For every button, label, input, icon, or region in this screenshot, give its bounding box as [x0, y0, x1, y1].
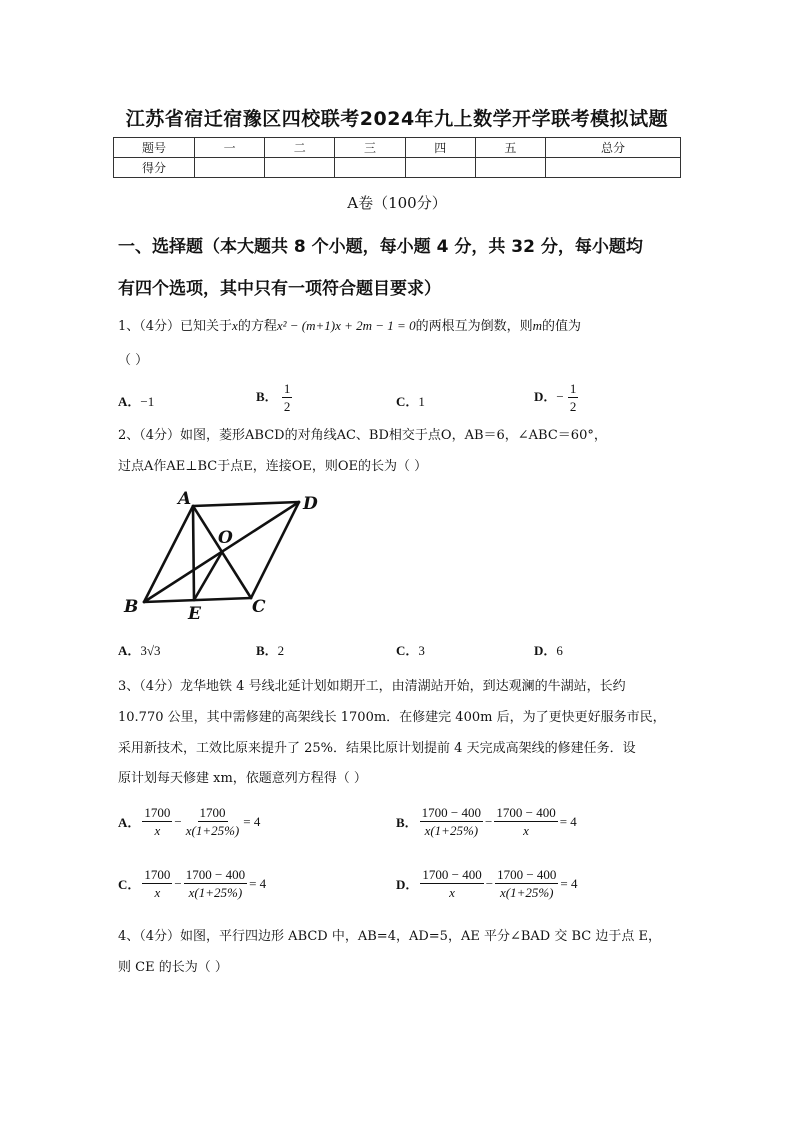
q3-option-c[interactable]	[118, 866, 266, 901]
fraction-numerator: 1700 − 400	[185, 867, 246, 882]
fraction-numerator: 1	[569, 381, 577, 396]
fraction-numerator: 1	[283, 381, 291, 396]
page-title: 江苏省宿迁宿豫区四校联考2024年九上数学开学联考模拟试题	[125, 108, 669, 130]
score-table-score-row	[114, 158, 681, 178]
minus-sign: −	[174, 875, 182, 891]
score-cell: 五	[475, 138, 545, 158]
fraction-numerator: 1700 − 400	[497, 867, 557, 882]
option-fraction	[420, 866, 483, 901]
option-value: 6	[556, 643, 563, 658]
score-cell: 题号	[114, 138, 195, 158]
score-cell: 三	[335, 138, 405, 158]
fraction-denominator: x	[154, 885, 161, 900]
segment-cb	[144, 598, 251, 602]
q1-option-d[interactable]	[534, 380, 578, 415]
q2-option-d[interactable]	[534, 640, 563, 659]
option-fraction	[142, 804, 172, 839]
option-label: A．	[118, 394, 141, 409]
label-b: B	[124, 597, 139, 617]
score-input-cell	[195, 158, 265, 178]
fraction-denominator: x	[449, 885, 455, 900]
fraction-numerator: 1700 − 400	[496, 805, 556, 820]
segment-ae	[193, 506, 194, 600]
q1-var: x	[232, 318, 238, 333]
q2-stem-line1: 2、（4分）如图，菱形ABCD的对角线AC、BD相交于点O，AB＝6，∠ABC＝60°，	[118, 428, 607, 443]
option-fraction	[494, 804, 557, 839]
score-input-cell	[405, 158, 475, 178]
q2-stem-line2: 过点A作AE⊥BC于点E，连接OE，则OE的长为（ ）	[118, 459, 428, 474]
q3-option-b[interactable]	[396, 804, 577, 839]
option-sign: −	[556, 389, 564, 404]
score-input-cell	[475, 158, 545, 178]
q1-var2: m	[532, 318, 542, 333]
fraction-denominator: x(1+25%)	[188, 885, 243, 900]
q1-equation: x² − (m+1)x + 2m − 1 = 0	[276, 318, 416, 333]
score-table-header-row	[114, 138, 681, 158]
q1-option-c[interactable]	[396, 391, 425, 410]
fraction-numerator: 1700 − 400	[421, 805, 482, 820]
option-label: D．	[534, 389, 557, 404]
score-cell: 总分	[546, 138, 681, 158]
option-value: 3√3	[140, 643, 161, 658]
segment-ad	[193, 502, 299, 506]
score-cell: 一	[195, 138, 265, 158]
section-heading-line1: 一、选择题（本大题共 8 个小题，每小题 4 分，共 32 分，每小题均	[118, 237, 643, 257]
fraction-numerator: 1700 − 400	[422, 867, 482, 882]
q3-stem-line3: 采用新技术，工效比原来提升了 25%．结果比原计划提前 4 天完成高架线的修建任务．设	[118, 741, 636, 756]
label-a: A	[178, 489, 192, 509]
option-label: B．	[256, 389, 278, 404]
score-input-cell	[335, 158, 405, 178]
fraction-numerator: 1700	[199, 805, 226, 820]
minus-sign: −	[485, 875, 494, 891]
option-fraction	[282, 380, 293, 415]
q1-end: 的值为	[541, 319, 581, 334]
option-label: A．	[118, 643, 141, 658]
section-heading-line2: 有四个选项，其中只有一项符合题目要求）	[118, 279, 441, 299]
equation-rhs: = 4	[249, 875, 267, 891]
option-fraction	[184, 866, 247, 901]
q1-prefix: 1、（4分）已知关于	[118, 319, 233, 334]
option-fraction	[142, 866, 172, 901]
q1-suffix: 的两根互为倒数，则	[415, 319, 533, 334]
label-c: C	[252, 597, 266, 617]
q1-option-a[interactable]	[118, 391, 154, 410]
option-value: −1	[140, 394, 155, 409]
equation-rhs: = 4	[559, 813, 577, 829]
fraction-denominator: x(1+25%)	[185, 823, 240, 838]
q1-option-b[interactable]	[256, 380, 292, 415]
q1-mid: 的方程	[237, 319, 277, 334]
fraction-denominator: x(1+25%)	[424, 823, 479, 838]
score-cell: 四	[405, 138, 475, 158]
section-a-title: A卷（100分）	[347, 194, 447, 212]
option-label: B．	[256, 643, 278, 658]
option-value: 2	[277, 643, 285, 658]
score-table	[113, 137, 681, 178]
fraction-denominator: 2	[569, 399, 577, 414]
option-fraction	[568, 380, 579, 415]
option-label: D．	[396, 877, 419, 892]
option-label: B．	[396, 815, 418, 830]
fraction-denominator: x(1+25%)	[499, 885, 554, 900]
label-d: D	[303, 494, 318, 514]
q4-stem-line2: 则 CE 的长为（ ）	[118, 960, 228, 975]
option-label: C．	[396, 643, 419, 658]
label-e: E	[188, 604, 201, 623]
option-fraction	[420, 804, 483, 839]
rhombus-figure	[118, 488, 328, 623]
q3-option-a[interactable]	[118, 804, 260, 839]
equation-rhs: = 4	[560, 875, 578, 891]
fraction-numerator: 1700	[144, 867, 171, 882]
fraction-denominator: x	[154, 823, 161, 838]
score-input-cell	[265, 158, 335, 178]
q3-stem-line1: 3、（4分）龙华地铁 4 号线北延计划如期开工，由清湖站开始，到达观澜的牛湖站，长约	[118, 679, 626, 694]
q4-stem-line1: 4、（4分）如图，平行四边形 ABCD 中，AB=4，AD=5，AE 平分∠BAD 交 BC 边于点 E，	[118, 929, 661, 944]
q3-option-d[interactable]	[396, 866, 578, 901]
score-input-cell	[546, 158, 681, 178]
label-o: O	[218, 528, 233, 548]
option-value: 3	[418, 643, 425, 658]
option-label: C．	[396, 394, 419, 409]
fraction-denominator: x	[523, 823, 529, 838]
q2-option-a[interactable]	[118, 640, 161, 659]
minus-sign: −	[485, 813, 493, 829]
q2-option-b[interactable]	[256, 640, 284, 659]
score-cell: 二	[265, 138, 335, 158]
option-value: 1	[418, 394, 425, 409]
q1-paren: （ ）	[118, 353, 149, 368]
option-fraction	[184, 804, 242, 839]
score-cell: 得分	[114, 158, 195, 178]
q1-stem	[118, 311, 688, 342]
fraction-numerator: 1700	[144, 805, 171, 820]
option-label: A．	[118, 815, 141, 830]
equation-rhs: = 4	[243, 813, 261, 829]
fraction-denominator: 2	[283, 399, 291, 414]
minus-sign: −	[174, 813, 182, 829]
q3-stem-line4: 原计划每天修建 xm，依题意列方程得（ ）	[118, 771, 367, 786]
option-label: C．	[118, 877, 141, 892]
q3-stem-line2: 10.770 公里，其中需修建的高架线长 1700m．在修建完 400m 后，为了更快更好服务市民，	[118, 710, 666, 725]
q2-option-c[interactable]	[396, 640, 425, 659]
option-label: D．	[534, 643, 557, 658]
option-fraction	[495, 866, 558, 901]
